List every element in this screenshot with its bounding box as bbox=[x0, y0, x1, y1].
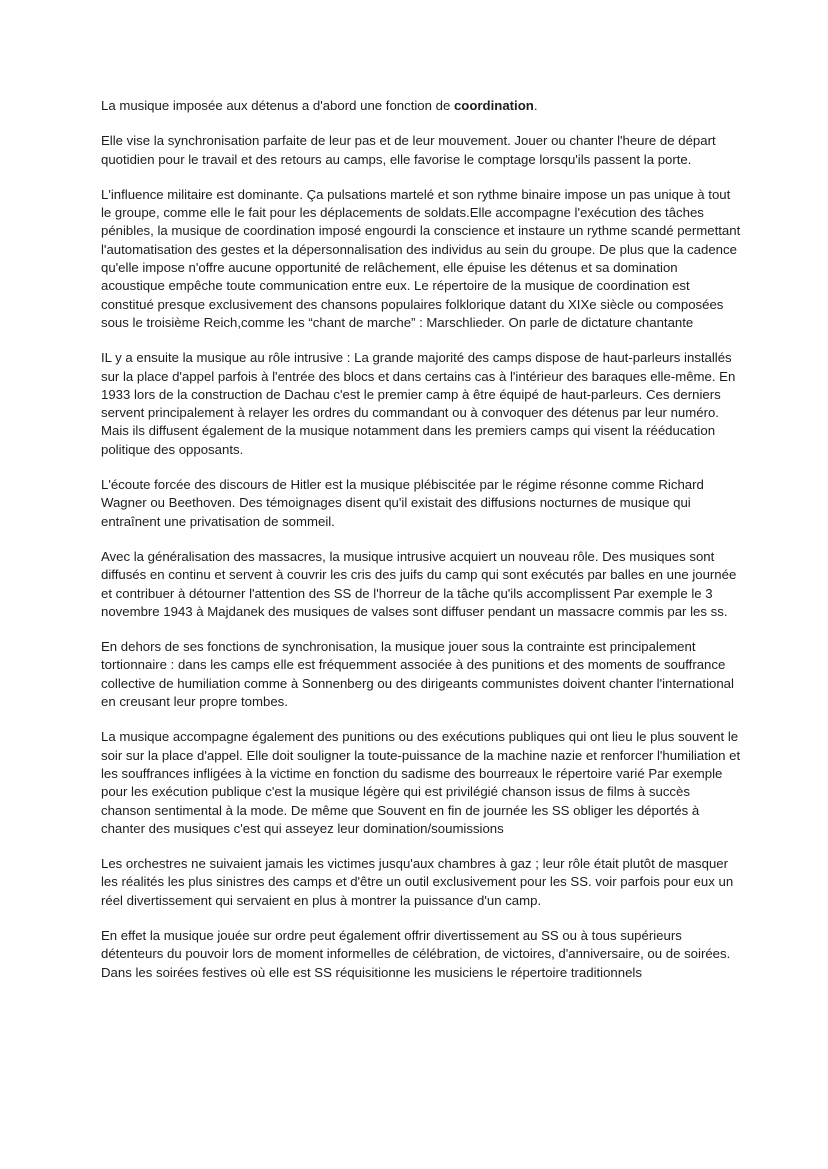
paragraph-punitions: La musique accompagne également des punitions ou des exécutions publiques qui ont lieu le plus souvent le soir sur la place d'appel. Elle doit souligner la toute-puissance de la machine nazie et renforcer l'humiliation et les souffrances infligées à la victime en fonction du sadisme des bourreaux le répertoire varié Par exemple pour les exécution publique c'est la musique légère qui est privilégié chanson issus de films à succès chanson sentimental à la mode. De même que Souvent en fin de journée les SS obliger les déportés à chanter des musiques c'est qui asseyez leur domination/soumissions bbox=[101, 729, 741, 836]
paragraph-orchestres: Les orchestres ne suivaient jamais les victimes jusqu'aux chambres à gaz ; leur rôle était plutôt de masquer les réalités les plus sinistres des camps et d'être un outil exclusivement pour les SS. voir parfois pour eux un réel divertissement qui servaient en plus à montrer la puissance d'un camp. bbox=[101, 856, 734, 908]
document-page bbox=[101, 97, 741, 982]
intro-text: La musique imposée aux détenus a d'abord une fonction de bbox=[101, 98, 454, 113]
paragraph-tortionnaire: En dehors de ses fonctions de synchronisation, la musique jouer sous la contrainte est principalement tortionnaire : dans les camps elle est fréquemment associée à des punitions et des moments de souffrance collective de humiliation comme à Sonnenberg ou des dirigeants communistes doivent chanter l'international en creusant leur propre tombes. bbox=[101, 639, 734, 710]
paragraph-massacres: Avec la généralisation des massacres, la musique intrusive acquiert un nouveau rôle. Des musiques sont diffusés en continu et servent à couvrir les cris des juifs du camp qui sont exécutés par balles en une journée et contribuer à détourner l'attention des SS de l'horreur de la tâche qu'ils accomplissent Par exemple le 3 novembre 1943 à Majdanek des musiques de valses sont diffuser pendant un massacre commis par les ss. bbox=[101, 548, 737, 619]
intro-bold-term: coordination bbox=[453, 98, 534, 113]
intro-period: . bbox=[533, 98, 538, 113]
intro-paragraph bbox=[101, 97, 741, 115]
paragraph-divertissement: En effet la musique jouée sur ordre peut également offrir divertissement au SS ou à tous supérieurs détenteurs du pouvoir lors de moment informelles de célébration, de victoires, d'anniversaire, ou de soirées. Dans les soirées festives où elle est SS réquisitionne les musiciens le répertoire traditionnels bbox=[101, 927, 731, 980]
paragraph-ecoute-forcee: L'écoute forcée des discours de Hitler est la musique plébiscitée par le régime résonne comme Richard Wagner ou Beethoven. Des témoignages disent qu'il existait des diffusions nocturnes de musique qui entraînent une privatisation de sommeil. bbox=[101, 477, 704, 529]
paragraph-synchronisation: Elle vise la synchronisation parfaite de leur pas et de leur mouvement. Jouer ou chanter l'heure de départ quotidien pour le travail et des retours au camps, elle favorise le comptage lorsqu'ils passent la porte. bbox=[101, 133, 716, 167]
paragraph-influence-militaire: L'influence militaire est dominante. Ça pulsations martelé et son rythme binaire impose un pas unique à tout le groupe, comme elle le fait pour les déplacements de soldats.Elle accompagne l'exécution des tâches pénibles, la musique de coordination imposé engourdi la conscience et instaure un rythme scandé permettant l'automatisation des gestes et la dépersonnalisation des individus au sein du groupe. De plus que la cadence qu'elle impose n'offre aucune opportunité de relâchement, elle épuise les détenus et sa domination acoustique empêche toute communication entre eux. Le répertoire de la musique de coordination est constitué presque exclusivement des chansons populaires folklorique datant du XIXe siècle ou composées sous le troisième Reich,comme les “chant de marche” : Marschlieder. On parle de dictature chantante bbox=[101, 186, 741, 330]
paragraph-role-intrusif: IL y a ensuite la musique au rôle intrusive : La grande majorité des camps dispose de haut-parleurs installés sur la place d'appel parfois à l'entrée des blocs et dans certains cas à l'intérieur des baraques elle-même. En 1933 lors de la construction de Dachau c'est le premier camp à être équipé de haut-parleurs. Ces derniers servent principalement à relayer les ordres du commandant ou à convoquer des détenus par leur numéro. Mais ils diffusent également de la musique notamment dans les premiers camps qui visent la rééducation politique des opposants. bbox=[101, 350, 736, 457]
